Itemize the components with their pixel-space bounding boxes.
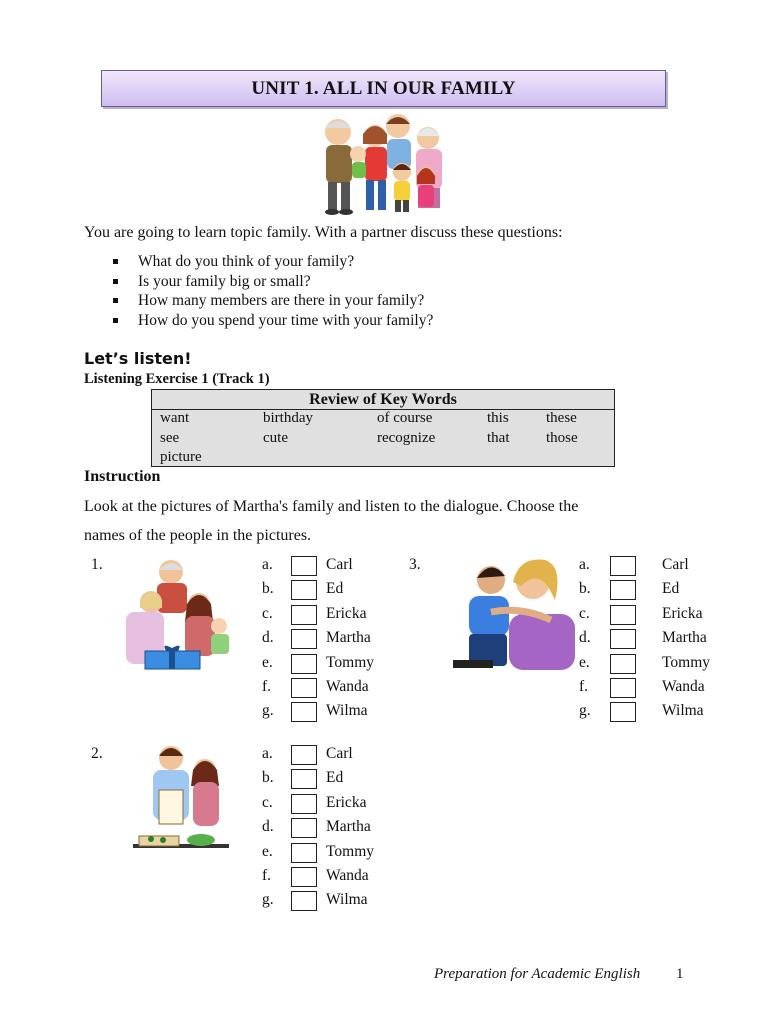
option-name: Ericka	[662, 604, 703, 622]
option-letter: a.	[262, 745, 273, 762]
instruction-line: names of the people in the pictures.	[84, 527, 312, 544]
answer-checkbox[interactable]	[610, 702, 636, 722]
option-letter: g.	[579, 702, 591, 720]
option-letter: g.	[262, 702, 274, 720]
answer-checkbox[interactable]	[610, 629, 636, 649]
exercise-number: 1.	[91, 556, 103, 573]
option-letter: d.	[262, 818, 274, 836]
answer-checkbox[interactable]	[291, 818, 317, 838]
option-name: Ed	[326, 769, 344, 787]
option-name: Ericka	[326, 793, 367, 811]
instruction-line: Look at the pictures of Martha's family and listen to the dialogue. Choose the	[84, 498, 579, 515]
answer-checkbox[interactable]	[291, 580, 317, 600]
key-word: of course	[377, 410, 433, 426]
lets-listen-heading: Let’s listen!	[84, 349, 192, 368]
option-letter: a.	[262, 556, 273, 573]
page-number: 1	[676, 966, 684, 982]
key-word: picture	[160, 449, 202, 465]
footer-text: Preparation for Academic English	[434, 966, 641, 982]
option-name: Tommy	[662, 653, 710, 671]
option-letter: f.	[579, 678, 589, 695]
key-word: recognize	[377, 430, 436, 446]
answer-checkbox[interactable]	[291, 556, 317, 576]
question-item: Is your family big or small?	[110, 272, 433, 292]
option-name: Carl	[662, 556, 689, 573]
option-letter: b.	[262, 769, 274, 787]
option-name: Wanda	[326, 867, 369, 884]
answer-checkbox[interactable]	[291, 605, 317, 625]
option-name: Martha	[326, 818, 371, 836]
key-word: see	[160, 430, 180, 446]
option-name: Ericka	[326, 604, 367, 622]
option-letter: e.	[579, 653, 590, 671]
key-word: those	[546, 430, 578, 446]
key-word: birthday	[263, 410, 313, 426]
option-name: Tommy	[326, 653, 374, 671]
intro-text: You are going to learn topic family. With a partner discuss these questions:	[84, 224, 563, 241]
key-word: cute	[263, 430, 288, 446]
answer-checkbox[interactable]	[291, 769, 317, 789]
answer-checkbox[interactable]	[291, 678, 317, 698]
answer-checkbox[interactable]	[610, 678, 636, 698]
option-name: Tommy	[326, 842, 374, 860]
option-letter: c.	[262, 604, 273, 622]
option-letter: d.	[579, 629, 591, 647]
answer-checkbox[interactable]	[291, 843, 317, 863]
option-name: Wanda	[326, 678, 369, 695]
answer-checkbox[interactable]	[610, 654, 636, 674]
answer-checkbox[interactable]	[291, 745, 317, 765]
option-name: Wilma	[662, 702, 704, 720]
option-letter: b.	[262, 580, 274, 598]
couple-cooking-illustration	[121, 742, 231, 860]
option-name: Ed	[326, 580, 344, 598]
option-letter: b.	[579, 580, 591, 598]
answer-checkbox[interactable]	[291, 867, 317, 887]
answer-checkbox[interactable]	[291, 794, 317, 814]
option-letter: f.	[262, 867, 272, 884]
question-item: How do you spend your time with your family?	[110, 311, 433, 331]
answer-checkbox[interactable]	[610, 605, 636, 625]
question-item: What do you think of your family?	[110, 252, 433, 272]
option-letter: c.	[579, 604, 590, 622]
answer-checkbox[interactable]	[291, 629, 317, 649]
option-letter: g.	[262, 891, 274, 909]
answer-checkbox[interactable]	[291, 702, 317, 722]
question-item: How many members are there in your family?	[110, 291, 433, 311]
exercise-number: 2.	[91, 745, 103, 762]
option-name: Carl	[326, 556, 353, 573]
option-letter: e.	[262, 653, 273, 671]
option-name: Martha	[662, 629, 707, 647]
unit-title-banner	[101, 70, 666, 107]
unit-title: UNIT 1. ALL IN OUR FAMILY	[251, 77, 516, 99]
key-word: these	[546, 410, 577, 426]
option-letter: a.	[579, 556, 590, 573]
option-name: Carl	[326, 745, 353, 762]
family-illustration	[300, 112, 455, 220]
option-letter: e.	[262, 842, 273, 860]
answer-checkbox[interactable]	[610, 580, 636, 600]
option-name: Martha	[326, 629, 371, 647]
key-words-heading: Review of Key Words	[152, 390, 614, 410]
exercise-number: 3.	[409, 556, 421, 573]
option-letter: d.	[262, 629, 274, 647]
answer-checkbox[interactable]	[291, 654, 317, 674]
option-name: Ed	[662, 580, 680, 598]
answer-checkbox[interactable]	[291, 891, 317, 911]
key-word: that	[487, 430, 510, 446]
exercise-title: Listening Exercise 1 (Track 1)	[84, 371, 270, 387]
option-letter: f.	[262, 678, 272, 695]
key-words-table	[151, 389, 615, 467]
option-name: Wilma	[326, 891, 368, 909]
option-name: Wanda	[662, 678, 705, 695]
family-gift-illustration	[121, 556, 245, 674]
discussion-questions	[110, 252, 433, 330]
key-word: this	[487, 410, 509, 426]
key-word: want	[160, 410, 190, 426]
option-letter: c.	[262, 793, 273, 811]
answer-checkbox[interactable]	[610, 556, 636, 576]
option-name: Wilma	[326, 702, 368, 720]
instruction-heading: Instruction	[84, 468, 161, 485]
mother-son-hug-illustration	[451, 556, 579, 674]
